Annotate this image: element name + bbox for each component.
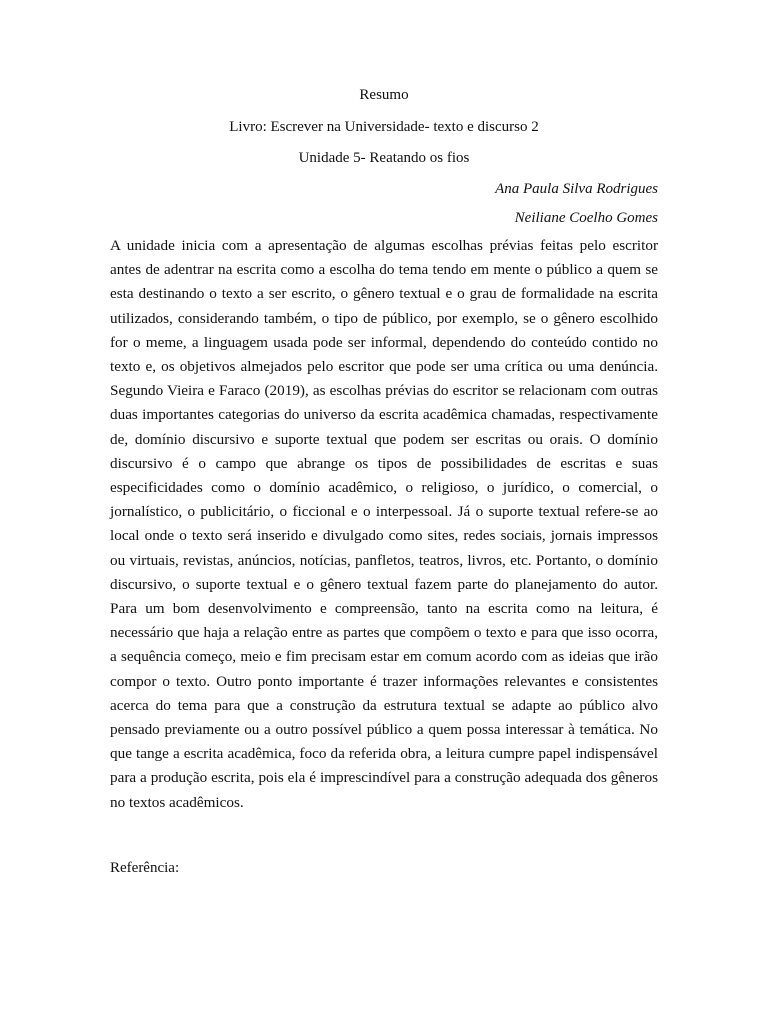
unit-title: Unidade 5- Reatando os fios <box>298 150 470 166</box>
author-name: Ana Paula Silva Rodrigues <box>495 181 658 197</box>
book-title: Livro: Escrever na Universidade- texto e discurso 2 <box>229 119 539 135</box>
author-name: Neiliane Coelho Gomes <box>514 210 658 226</box>
reference-heading: Referência: <box>110 860 180 876</box>
document-title: Resumo <box>359 87 409 103</box>
summary-paragraph: A unidade inicia com a apresentação de algumas escolhas prévias feitas pelo escritor antes de adentrar na escrita como a escolha do tema tendo em mente o público a quem se esta destinando o texto a ser escrito, o gênero textual e o grau de formalidade na escrita utilizados, considerando também, o tipo de público, por exemplo, se o gênero escolhido for o meme, a linguagem usada pode ser informal, dependendo do conteúdo contido no texto e, os objetivos almejados pelo escritor que pode ser uma crítica ou uma denúncia. Segundo Vieira e Faraco (2019), as escolhas prévias do escritor se relacionam com outras duas importantes categorias do universo da escrita acadêmica chamadas, respectivamente de, domínio discursivo e suporte textual que podem ser escritas ou orais. O domínio discursivo é o campo que abrange os tipos de possibilidades de escritas e suas especificidades como o domínio acadêmico, o religioso, o jurídico, o comercial, o jornalístico, o publicitário, o ficcional e o interpessoal. Já o suporte textual refere-se ao local onde o texto será inserido e divulgado como sites, redes sociais, jornais impressos ou virtuais, revistas, anúncios, notícias, panfletos, teatros, livros, etc. Portanto, o domínio discursivo, o suporte textual e o gênero textual fazem parte do planejamento do autor. Para um bom desenvolvimento e compreensão, tanto na escrita como na leitura, é necessário que haja a relação entre as partes que compõem o texto e para que isso ocorra, a sequência começo, meio e fim precisam estar em comum acordo com as ideias que irão compor o texto. Outro ponto importante é trazer informações relevantes e consistentes acerca do tema para que a construção da estrutura textual se adapte ao público alvo pensado previamente ou a outro possível público a quem possa interessar à temática. No que tange a escrita acadêmica, foco da referida obra, a leitura cumpre papel indispensável para a produção escrita, pois ela é imprescindível para a construção adequada dos gêneros no textos acadêmicos. <box>110 237 658 811</box>
